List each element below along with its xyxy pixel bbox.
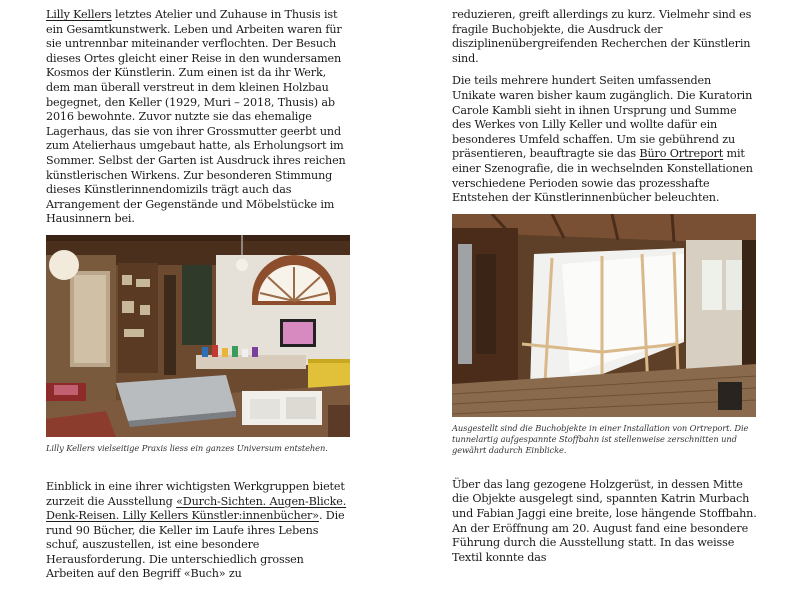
exhibition-link[interactable]: «Durch-Sichten. Augen-Blicke. Denk-Reisen. Lilly Kellers Künstler:innenbücher» (46, 494, 347, 523)
intro-paragraph: Lilly Kellers letztes Atelier und Zuhause in Thusis ist ein Gesamtkunstwerk. Leben und Arbeiten waren für sie untrennbar miteinander verflochten. Der Besuch dieses Ortes gleicht einer Reise in den wundersamen Kosmos der Künstlerin. Zum einen ist da ihr Werk, dem man überall verstreut in dem kleinen Holzbau begegnet, den Keller (1929, Muri – 2018, Thusis) ab 2016 bewohnte. Zuvor nutzte sie das ehemalige Lagerhaus, das sie von ihrer Grossmutter geerbt und zum Atelierhaus umgebaut hatte, als Erholungsort im Sommer. Selbst der Garten ist Ausdruck ihres reichen künstlerischen Wirkens. Zur besonderen Stimmung dieses Künstlerinnendomizils trägt auch das Arrangement der Gegenstände und Möbelstücke im Hausinnern bei. (46, 8, 346, 226)
exhibition-paragraph: Einblick in eine ihrer wichtigsten Werkgruppen bietet zurzeit die Ausstellung «Durch-Sichten. Augen-Blicke. Denk-Reisen. Lilly Kellers Künstler:innenbücher». Die rund 90 Bücher, die Keller im Laufe ihres Lebens schuf, auszustellen, ist eine besondere Herausforderung. Die unterschiedlich grossen Arbeiten auf den Begriff «Buch» zu (46, 479, 347, 581)
ortreport-link[interactable]: Büro Ortreport (639, 147, 724, 161)
studio-photo-caption: Lilly Kellers vielseitige Praxis liess ein ganzes Universum entstehen. (46, 442, 328, 453)
scaffold-paragraph: Über das lang gezogene Holzgerüst, in dessen Mitte die Objekte ausgelegt sind, spannten Katrin Murbach und Fabian Jaggi eine breite, lose hängende Stoffbahn. An der Eröffnung am 20. August fand eine besondere Führung durch die Ausstellung statt. In das weisse Textil konnte das (452, 477, 757, 564)
installation-photo (452, 214, 758, 417)
installation-photo-caption: Ausgestellt sind die Buchobjekte in einer Installation von Ortreport. Die tunnelartig aufgespannte Stoffbahn ist stellenweise zerschnitten und gewährt dadurch Einblicke. (452, 422, 749, 455)
continuation-paragraph: reduzieren, greift allerdings zu kurz. Vielmehr sind es fragile Buchobjekte, die Ausdruck der disziplinenübergreifenden Recherchen der Künstlerin sind. (452, 8, 752, 65)
curator-paragraph: Die teils mehrere hundert Seiten umfassenden Unikate waren bisher kaum zugänglich. Die Kuratorin Carole Kambli sieht in ihnen Ursprung und Summe des Werkes von Lilly Keller und wollte dafür ein besonderes Umfeld schaffen. Um sie gebührend zu präsentieren, beauftragte sie das Büro Ortreport mit einer Szenografie, die in wechselnden Konstellationen verschiedene Perioden sowie das prozesshafte Entstehen der Künstlerinnenbücher beleuchten. (452, 74, 753, 205)
lilly-keller-link[interactable]: Lilly Kellers (46, 8, 112, 21)
right-column (452, 8, 758, 573)
left-column (46, 8, 352, 590)
studio-photo (46, 235, 352, 437)
